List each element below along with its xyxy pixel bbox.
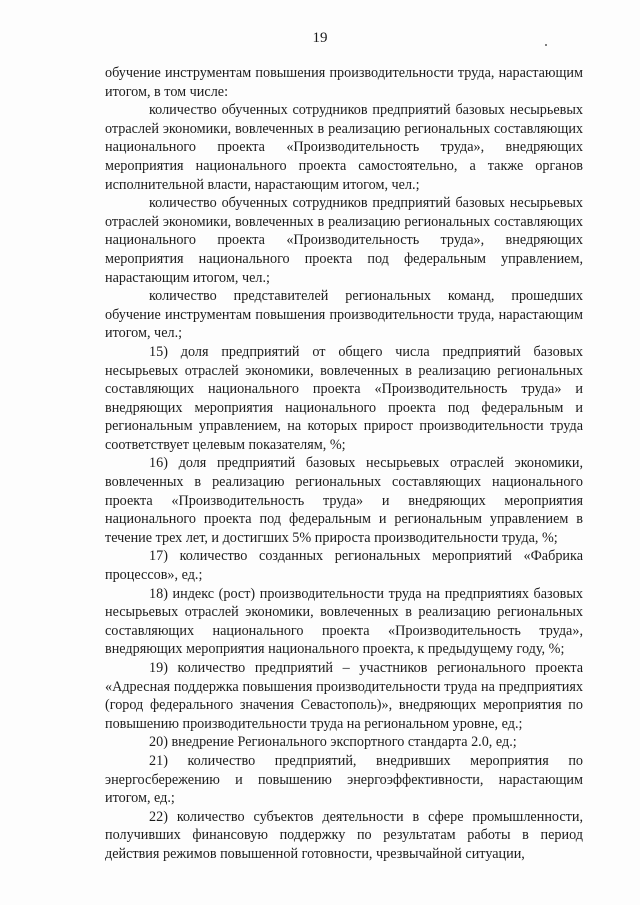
item-17: 17) количество созданных региональных мероприятий «Фабрика процессов», ед.; — [105, 548, 583, 584]
paragraph-federal-managed-trained: количество обученных сотрудников предприятий базовых несырьевых отраслей экономики, вовлеченных в реализацию региональных составляющих национального проекта «Производительность труда», внедряющих мероприятия национального проекта под федеральным управлением, нарастающим итогом, чел.; — [105, 195, 583, 286]
paragraph-continuation: обучение инструментам повышения производительности труда, нарастающим итогом, в том числе: — [105, 65, 583, 100]
item-16: 16) доля предприятий базовых несырьевых отраслей экономики, вовлеченных в реализацию региональных составляющих национального проекта «Производительность труда» и внедряющих мероприятия национального проекта под федеральным и региональным управлением в течение трех лет, и достигших 5% прироста производительности труда, %; — [105, 455, 583, 546]
item-18: 18) индекс (рост) производительности труда на предприятиях базовых несырьевых отраслей экономики, вовлеченных в реализацию региональных составляющих национального проекта «Производительность труда», внедряющих мероприятия национального проекта, к предыдущему году, %; — [105, 585, 583, 658]
document-body — [105, 64, 583, 864]
item-15: 15) доля предприятий от общего числа предприятий базовых несырьевых отраслей экономики, вовлеченных в реализацию региональных составляющих национального проекта «Производительность труда» и внедряющих мероприятия национального проекта под федеральным и региональным управлением, на которых прирост производительности труда соответствует целевым показателям, %; — [105, 343, 583, 453]
item-19: 19) количество предприятий – участников регионального проекта «Адресная поддержка повышения производительности труда на предприятиях (город федерального значения Севастополь)», внедряющих мероприятия по повышению производительности труда на региональном уровне, ед.; — [105, 660, 583, 732]
paragraph-regional-team-trained: количество представителей региональных команд, прошедших обучение инструментам повышения производительности труда, нарастающим итогом, чел.; — [105, 288, 583, 342]
scan-speck — [545, 44, 547, 46]
item-22: 22) количество субъектов деятельности в сфере промышленности, получивших финансовую поддержку по результатам работы в период действия режимов повышенной готовности, чрезвычайной ситуации, — [105, 808, 583, 862]
item-21: 21) количество предприятий, внедривших мероприятия по энергосбережению и повышению энергоэффективности, нарастающим итогом, ед.; — [105, 752, 583, 807]
page-number: 19 — [312, 30, 328, 46]
item-20: 20) внедрение Регионального экспортного стандарта 2.0, ед.; — [149, 734, 517, 751]
paragraph-self-managed-trained: количество обученных сотрудников предприятий базовых несырьевых отраслей экономики, вовлеченных в реализацию региональных составляющих национального проекта «Производительность труда», внедряющих мероприятия национального проекта самостоятельно, а также органов исполнительной власти, нарастающим итогом, чел.; — [105, 102, 583, 193]
